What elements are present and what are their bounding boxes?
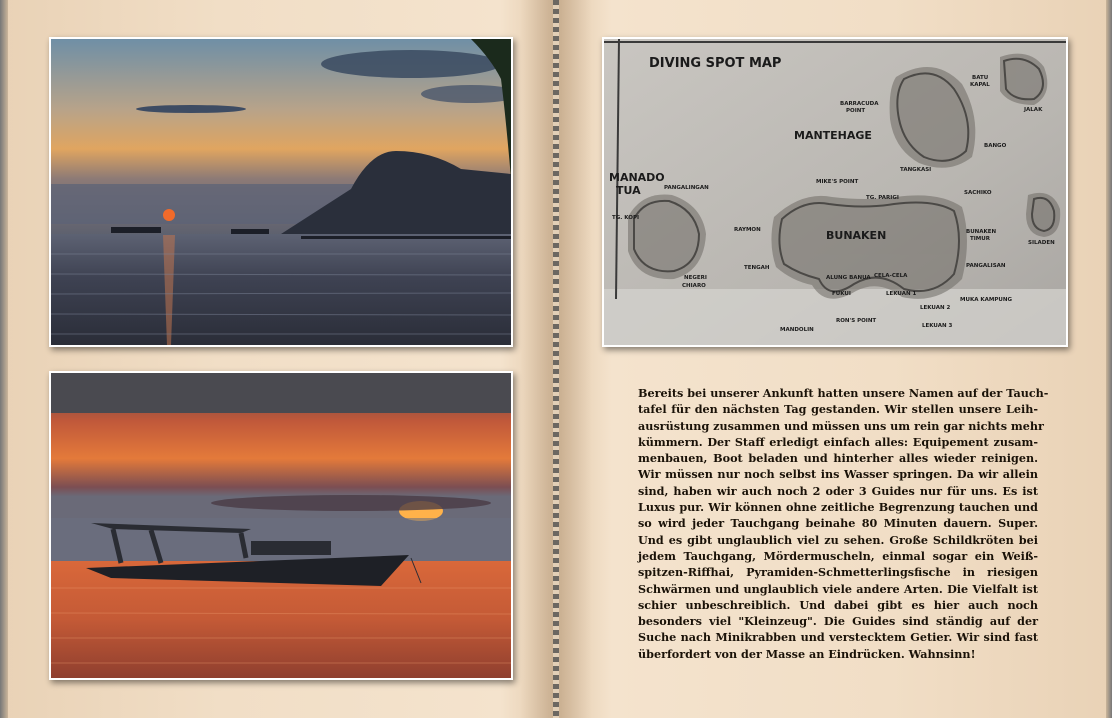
map-spot-cela-cela: CELA-CELA: [874, 273, 908, 279]
text-line: Luxus pur. Wir können ohne zeitliche Begrenzung tauchen und: [638, 500, 1038, 515]
text-line: tafel für den nächsten Tag gestanden. Wir stellen unsere Leih-: [638, 402, 1038, 417]
diving-spot-map-photo: [602, 37, 1068, 347]
sunset-boat-photo: [49, 371, 513, 680]
text-line: kümmern. Der Staff erledigt einfach alles: Equipement zusam-: [638, 434, 1038, 449]
map-spot-pangalingan: PANGALINGAN: [664, 185, 709, 191]
map-spot-lekuan-1: LEKUAN 1: [886, 291, 917, 297]
map-spot-pangalisan: PANGALISAN: [966, 263, 1006, 269]
map-spot-raymon: RAYMON: [734, 227, 761, 233]
text-line: Schwärmen und unglaublich viele andere Arten. Die Vielfalt ist: [638, 581, 1038, 596]
map-spot-bunaken-timur-1: BUNAKEN: [966, 229, 997, 235]
map-label-bunaken: BUNAKEN: [826, 229, 887, 242]
text-line: besonders viel "Kleinzeug". Die Guides sind ständig auf der: [638, 614, 1038, 629]
map-spot-tangkasi: TANGKASI: [900, 167, 932, 173]
book-edge-left: [0, 0, 8, 718]
map-spot-mikes-point: MIKE'S POINT: [816, 179, 859, 185]
map-spot-tg-parigi: TG. PARIGI: [866, 195, 899, 201]
text-line: Suche nach Minikrabben und verstecktem Getier. Wir sind fast: [638, 630, 1038, 645]
text-line: Bereits bei unserer Ankunft hatten unsere Namen auf der Tauch-: [638, 386, 1049, 400]
map-spot-lekuan-2: LEKUAN 2: [920, 305, 951, 311]
text-line: überfordert von der Masse an Eindrücken. Wahnsinn!: [638, 646, 976, 661]
map-spot-mandolin: MANDOLIN: [780, 327, 814, 333]
map-spot-chiaro: CHIARO: [682, 283, 706, 289]
map-spot-bunaken-timur-2: TIMUR: [970, 236, 990, 242]
map-spot-negeri: NEGERI: [684, 275, 707, 281]
map-spot-barracuda-point: POINT: [846, 108, 866, 114]
map-spot-siladen: SILADEN: [1028, 240, 1055, 246]
map-label-manado: MANADO: [609, 171, 665, 184]
travel-narrative-text: [638, 385, 1049, 662]
map-spot-bango: BANGO: [984, 143, 1007, 149]
map-spot-muka-kampung: MUKA KAMPUNG: [960, 297, 1012, 303]
map-spot-lekuan-3: LEKUAN 3: [922, 323, 953, 329]
map-spot-tg-kopi: TG. KOPI: [612, 215, 640, 221]
map-spot-sachiko: SACHIKO: [964, 190, 992, 196]
text-line: Und es gibt unglaublich viel zu sehen. Große Schildkröten bei: [638, 532, 1038, 547]
text-line: spitzen-Riffhai, Pyramiden-Schmetterlingsfische in riesigen: [638, 565, 1038, 580]
map-spot-fukui: FUKUI: [832, 291, 851, 297]
map-title: DIVING SPOT MAP: [649, 56, 782, 71]
map-spot-jalak: JALAK: [1024, 107, 1043, 113]
book-edge-right: [1106, 0, 1112, 718]
book-spine-stitching: [553, 0, 559, 718]
text-line: menbauen, Boot beladen und hinterher alles wieder reinigen.: [638, 451, 1038, 466]
map-spot-kapal: KAPAL: [970, 82, 990, 88]
text-line: ausrüstung zusammen und müssen uns um rein gar nichts mehr: [638, 418, 1044, 433]
text-line: sind, haben wir auch noch 2 oder 3 Guides nur für uns. Es ist: [638, 483, 1038, 498]
map-label-mantehage: MANTEHAGE: [794, 129, 872, 142]
text-line: jedem Tauchgang, Mördermuscheln, einmal sogar ein Weiß-: [638, 548, 1038, 563]
map-spot-tengah: TENGAH: [744, 265, 770, 271]
text-line: Wir müssen nur noch selbst ins Wasser springen. Da wir allein: [638, 467, 1038, 482]
text-line: so wird jeder Tauchgang beinahe 80 Minuten dauern. Super.: [638, 516, 1038, 531]
map-label-tua: TUA: [616, 184, 641, 197]
sunset-volcano-photo: [49, 37, 513, 347]
map-spot-barracuda: BARRACUDA: [840, 101, 879, 107]
text-line: schier unbeschreiblich. Und dabei gibt es hier auch noch: [638, 597, 1038, 612]
map-spot-ronis-point: RON'S POINT: [836, 318, 877, 324]
map-spot-batu: BATU: [972, 75, 989, 81]
map-spot-alung-banua: ALUNG BANUA: [826, 275, 871, 281]
